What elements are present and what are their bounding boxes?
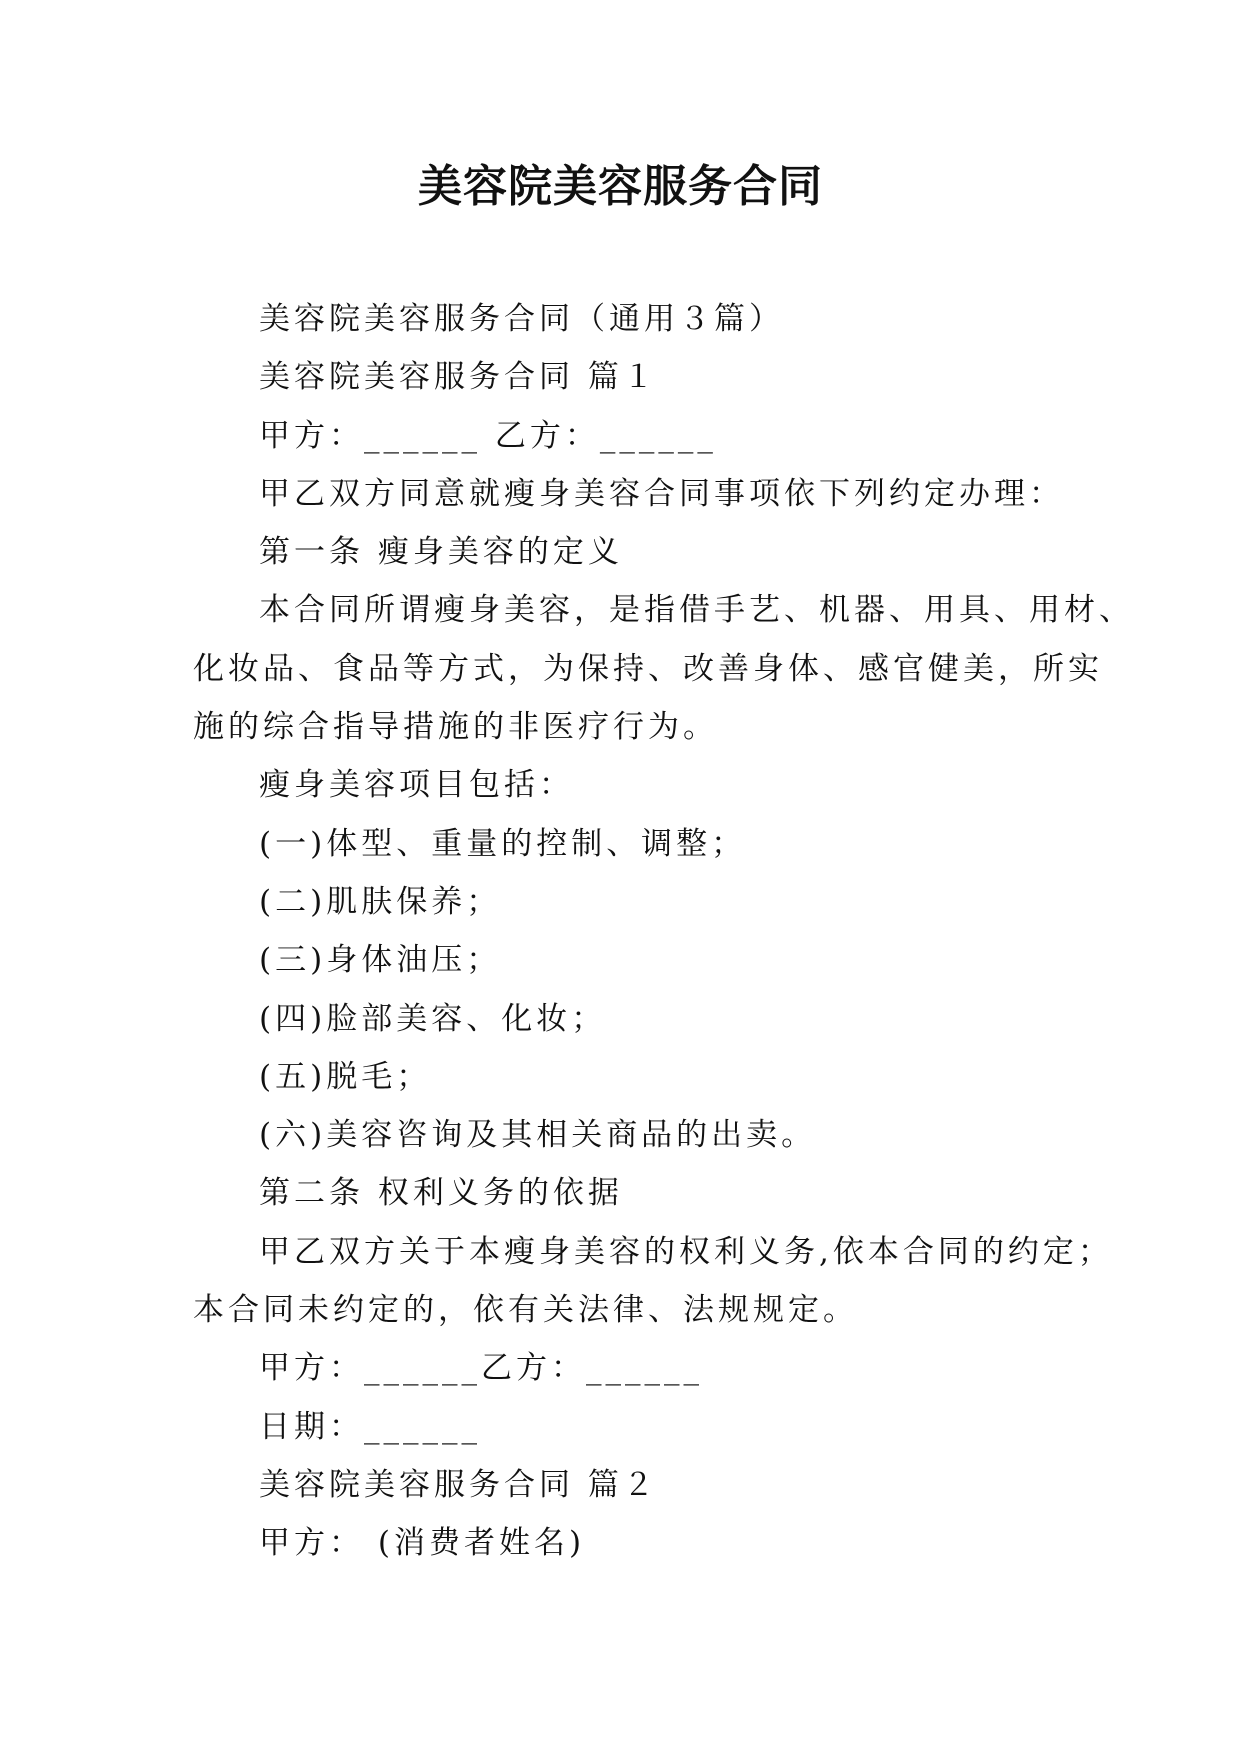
paragraph-line: 第一条 瘦身美容的定义 [259, 534, 623, 571]
paragraph-line: (六)美容咨询及其相关商品的出卖。 [259, 1117, 817, 1154]
paragraph-line: 施的综合指导措施的非医疗行为。 [193, 709, 718, 746]
paragraph-line: 日期：______ [259, 1408, 481, 1445]
paragraph-line: (二)肌肤保养； [259, 883, 502, 920]
paragraph-line: (四)脸部美容、化妆； [259, 1000, 607, 1037]
paragraph-line: 美容院美容服务合同 篇１ [259, 359, 658, 396]
paragraph-line: 甲乙双方同意就瘦身美容合同事项依下列约定办理： [259, 475, 1064, 512]
paragraph-line: 本合同所谓瘦身美容，是指借手艺、机器、用具、用材、 [259, 592, 1134, 629]
paragraph-line: (三)身体油压； [259, 942, 502, 979]
paragraph-line: 美容院美容服务合同（通用３篇） [259, 301, 784, 337]
paragraph-line: 甲乙双方关于本瘦身美容的权利义务,依本合同的约定； [259, 1233, 1113, 1270]
document-title: 美容院美容服务合同 [418, 161, 823, 212]
paragraph-line: 化妆品、食品等方式，为保持、改善身体、感官健美，所实 [193, 650, 1103, 687]
paragraph-line: (五)脱毛； [259, 1058, 432, 1095]
paragraph-line: 瘦身美容项目包括： [259, 767, 574, 804]
paragraph-line: 本合同未约定的，依有关法律、法规规定。 [193, 1292, 858, 1329]
paragraph-line: 甲方： (消费者姓名) [259, 1525, 586, 1562]
paragraph-line: (一)体型、重量的控制、调整； [259, 825, 747, 862]
paragraph-line: 美容院美容服务合同 篇２ [259, 1466, 658, 1503]
paragraph-line: 甲方：______ 乙方：______ [259, 417, 717, 454]
document-body [193, 290, 1134, 1573]
paragraph-line: 第二条 权利义务的依据 [259, 1175, 623, 1212]
paragraph-line: 甲方：______乙方：______ [259, 1350, 703, 1387]
